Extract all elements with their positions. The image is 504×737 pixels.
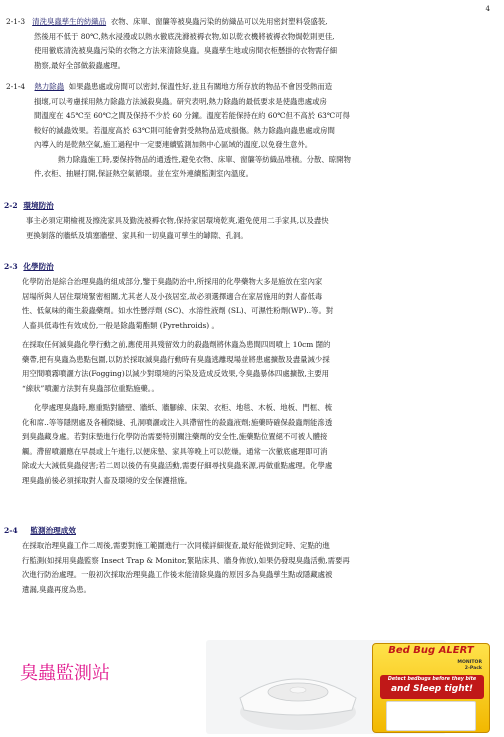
section-number: 2-1-4 <box>6 82 26 91</box>
bed-bug-alert-package <box>372 643 490 733</box>
paragraph-line: 到臭蟲藏身處。若對床墊進行化學防治需要特別關注藥劑的安全性,施藥點位置絕不可被人體接 <box>22 432 328 441</box>
paragraph-line: 事主必須定期檢視及擦洗家具及勤洗被褥衣物,保持家居環境乾爽,避免使用二手家具,以及盡快 <box>26 216 329 225</box>
paragraph-line: 勘察,最好全部做殺蟲處理。 <box>34 60 126 70</box>
section-heading-2-4 <box>4 525 76 537</box>
package-subtitle-line: MONITOR <box>457 660 482 665</box>
paragraph-line: 在採取治理臭蟲工作二周後,需要對施工範圍進行一次同樣詳細復查,最好能做到定時、定點的進 <box>22 541 330 550</box>
section-heading-2-3 <box>4 261 54 273</box>
paragraph-line: 使用徹底清洗被臭蟲污染的衣物之方法來清除臭蟲。臭蟲孳生地或房間衣柜懸掛的衣物需仔細 <box>34 46 338 55</box>
package-tagline-small: Detect bedbugs before they bite <box>387 677 477 682</box>
figure-caption: 臭蟲監測站 <box>20 663 110 684</box>
paragraph-line: 化和席..等等隱閉處及各種隙縫、孔洞噴灑或注入具滯留性的殺蟲液劑;施藥時確保殺蟲劑能滲透 <box>22 417 333 427</box>
package-window <box>386 701 476 731</box>
paragraph-line: 件,衣柜、抽屜打開,保証熱空氣循環。並在室外連續監測室內溫度。 <box>34 169 254 178</box>
paragraph-line: 理臭蟲前後必須採取對人畜及環境的安全保護措施。 <box>22 475 192 485</box>
package-tagline-big: and Sleep tight! <box>390 684 474 694</box>
section-heading-2-2 <box>4 200 54 212</box>
section-title: 環境防治 <box>23 201 54 210</box>
page-number: 4 <box>485 5 490 13</box>
section-number: 2-2 <box>4 201 18 210</box>
section-title: 清洗臭蟲孳生的紡織品 <box>32 17 107 26</box>
paragraph-line: 性、低氣味的衛生殺蟲藥劑。如水性懸浮劑 (SC)、水溶性液劑 (SL)、可濕性粉劑(WP)..等。對 <box>22 306 334 315</box>
section-title: 監測治理成效 <box>30 526 76 535</box>
paragraph-line: 間溫度在 45℃至 60℃之間及保持不少於 60 分鐘。溫度若能保持在約 60℃但不高於 63℃可得 <box>34 111 350 120</box>
paragraph-line: 行監測(如採用臭蟲監察 Insect Trap & Monitor,緊貼床具、牆身佈放),如果仍發現臭蟲活動,需要再 <box>22 555 350 565</box>
paragraph-line: “線狀”噴灑方法對有臭蟲部位重點施藥。。 <box>22 383 159 393</box>
package-subtitle <box>457 660 482 672</box>
paragraph-line: 觸。滯留噴灑應在早晨或上午進行,以便床墊、家具等晚上可以乾燥。通常一次徹底處理即可消 <box>22 446 328 456</box>
section-2-1-3 <box>6 15 496 30</box>
paragraph-line: 然後用不低于 80℃,熱水浸漫或以熱水徹底洗滌被褥衣物,如以乾衣機將被褥衣物焗乾則更佳, <box>34 31 335 41</box>
paragraph-line: 更換剝落的牆紙及填塞牆壁、家具和一切臭蟲可孳生的罅隙、孔洞。 <box>26 230 248 240</box>
paragraph-line: 藥帶,把有臭蟲為患點包圍,以防於採取滅臭蟲行動時有臭蟲逃離現場並將患處擴散及盡量減少採 <box>22 354 330 364</box>
package-subtitle-line: 2-Pack <box>464 666 482 671</box>
paragraph-line: 熱力除蟲施工時,要保持物品的通透性,避免衣物、床單、窗簾等紡織品堆積。分散、晾開物 <box>58 154 351 164</box>
section-2-1-4 <box>6 80 496 95</box>
paragraph-line: 化學處理臭蟲時,應重點對牆壁、牆紙、牆腳線、床架、衣柜、地毯、木板、地板、門框、梳 <box>34 403 332 412</box>
paragraph-line: 除或大大減低臭蟲侵害;若二周以後仍有臭蟲活動,需要仔細尋找臭蟲來源,再做重點處理。化學處 <box>22 461 333 470</box>
paragraph-line: 內導入的是乾熱空氣,施工過程中一定要連續監測加熱中心區域的溫度,以免發生意外。 <box>34 140 313 149</box>
paragraph-line: 較好的滅蟲效果。若溫度高於 63℃則可能會對受熱物品造成損傷。熱力除蟲向蟲患處或房間 <box>34 125 335 135</box>
paragraph-line: 居場所與人居住環境緊密相關,尤其老人及小孩居室,故必須選擇適合在家居施用的對人畜低毒 <box>22 291 323 301</box>
section-number: 2-3 <box>4 262 18 271</box>
paragraph-line: 遺漏,臭蟲再度為患。 <box>22 584 91 594</box>
section-title: 熱力除蟲 <box>34 82 65 91</box>
paragraph-line: 如果蟲患處或房間可以密封,保溫性好,並且有關地方所存放的物品不會因受熱而造 <box>68 82 333 91</box>
paragraph-line: 用空間噴霧噴灑方法(Fogging)以減少對環境的污染及造成反效果,令臭蟲暴体四處擴散,主要用 <box>22 369 330 378</box>
section-number: 2-4 <box>4 526 18 535</box>
paragraph-line: 損壞,可以考慮採用熱力除蟲方法滅殺臭蟲。研究表明,熱力除蟲的最低要求是使蟲患處或房 <box>34 96 327 106</box>
section-number: 2-1-3 <box>6 17 26 26</box>
paragraph-line: 人畜具低毒性有效成份,一般是除蟲菊酯類 (Pyrethroids) 。 <box>22 320 219 330</box>
paragraph-line: 化學防治是綜合治理臭蟲的組成部分,鑒于臭蟲防治中,所採用的化學藥物大多是施放在室內家 <box>22 277 323 286</box>
package-tagline <box>380 675 484 699</box>
section-title: 化學防治 <box>23 262 54 271</box>
package-title: Bed Bug ALERT <box>388 645 474 656</box>
paragraph-line: 次進行防治處理。一般初次採取治理臭蟲工作後未能清除臭蟲的原因多為臭蟲孳生點或隱藏處被 <box>22 570 333 579</box>
paragraph-line: 衣物、床單、窗簾等被臭蟲污染的紡織品可以先用密封塑料袋盛裝, <box>110 17 328 26</box>
trap-center-knob <box>290 687 306 693</box>
paragraph-line: 在採取任何滅臭蟲化學行動之前,應使用具殘留效力的殺蟲劑將休蟲為患間四周噴上 10cm 闊的 <box>22 340 331 349</box>
